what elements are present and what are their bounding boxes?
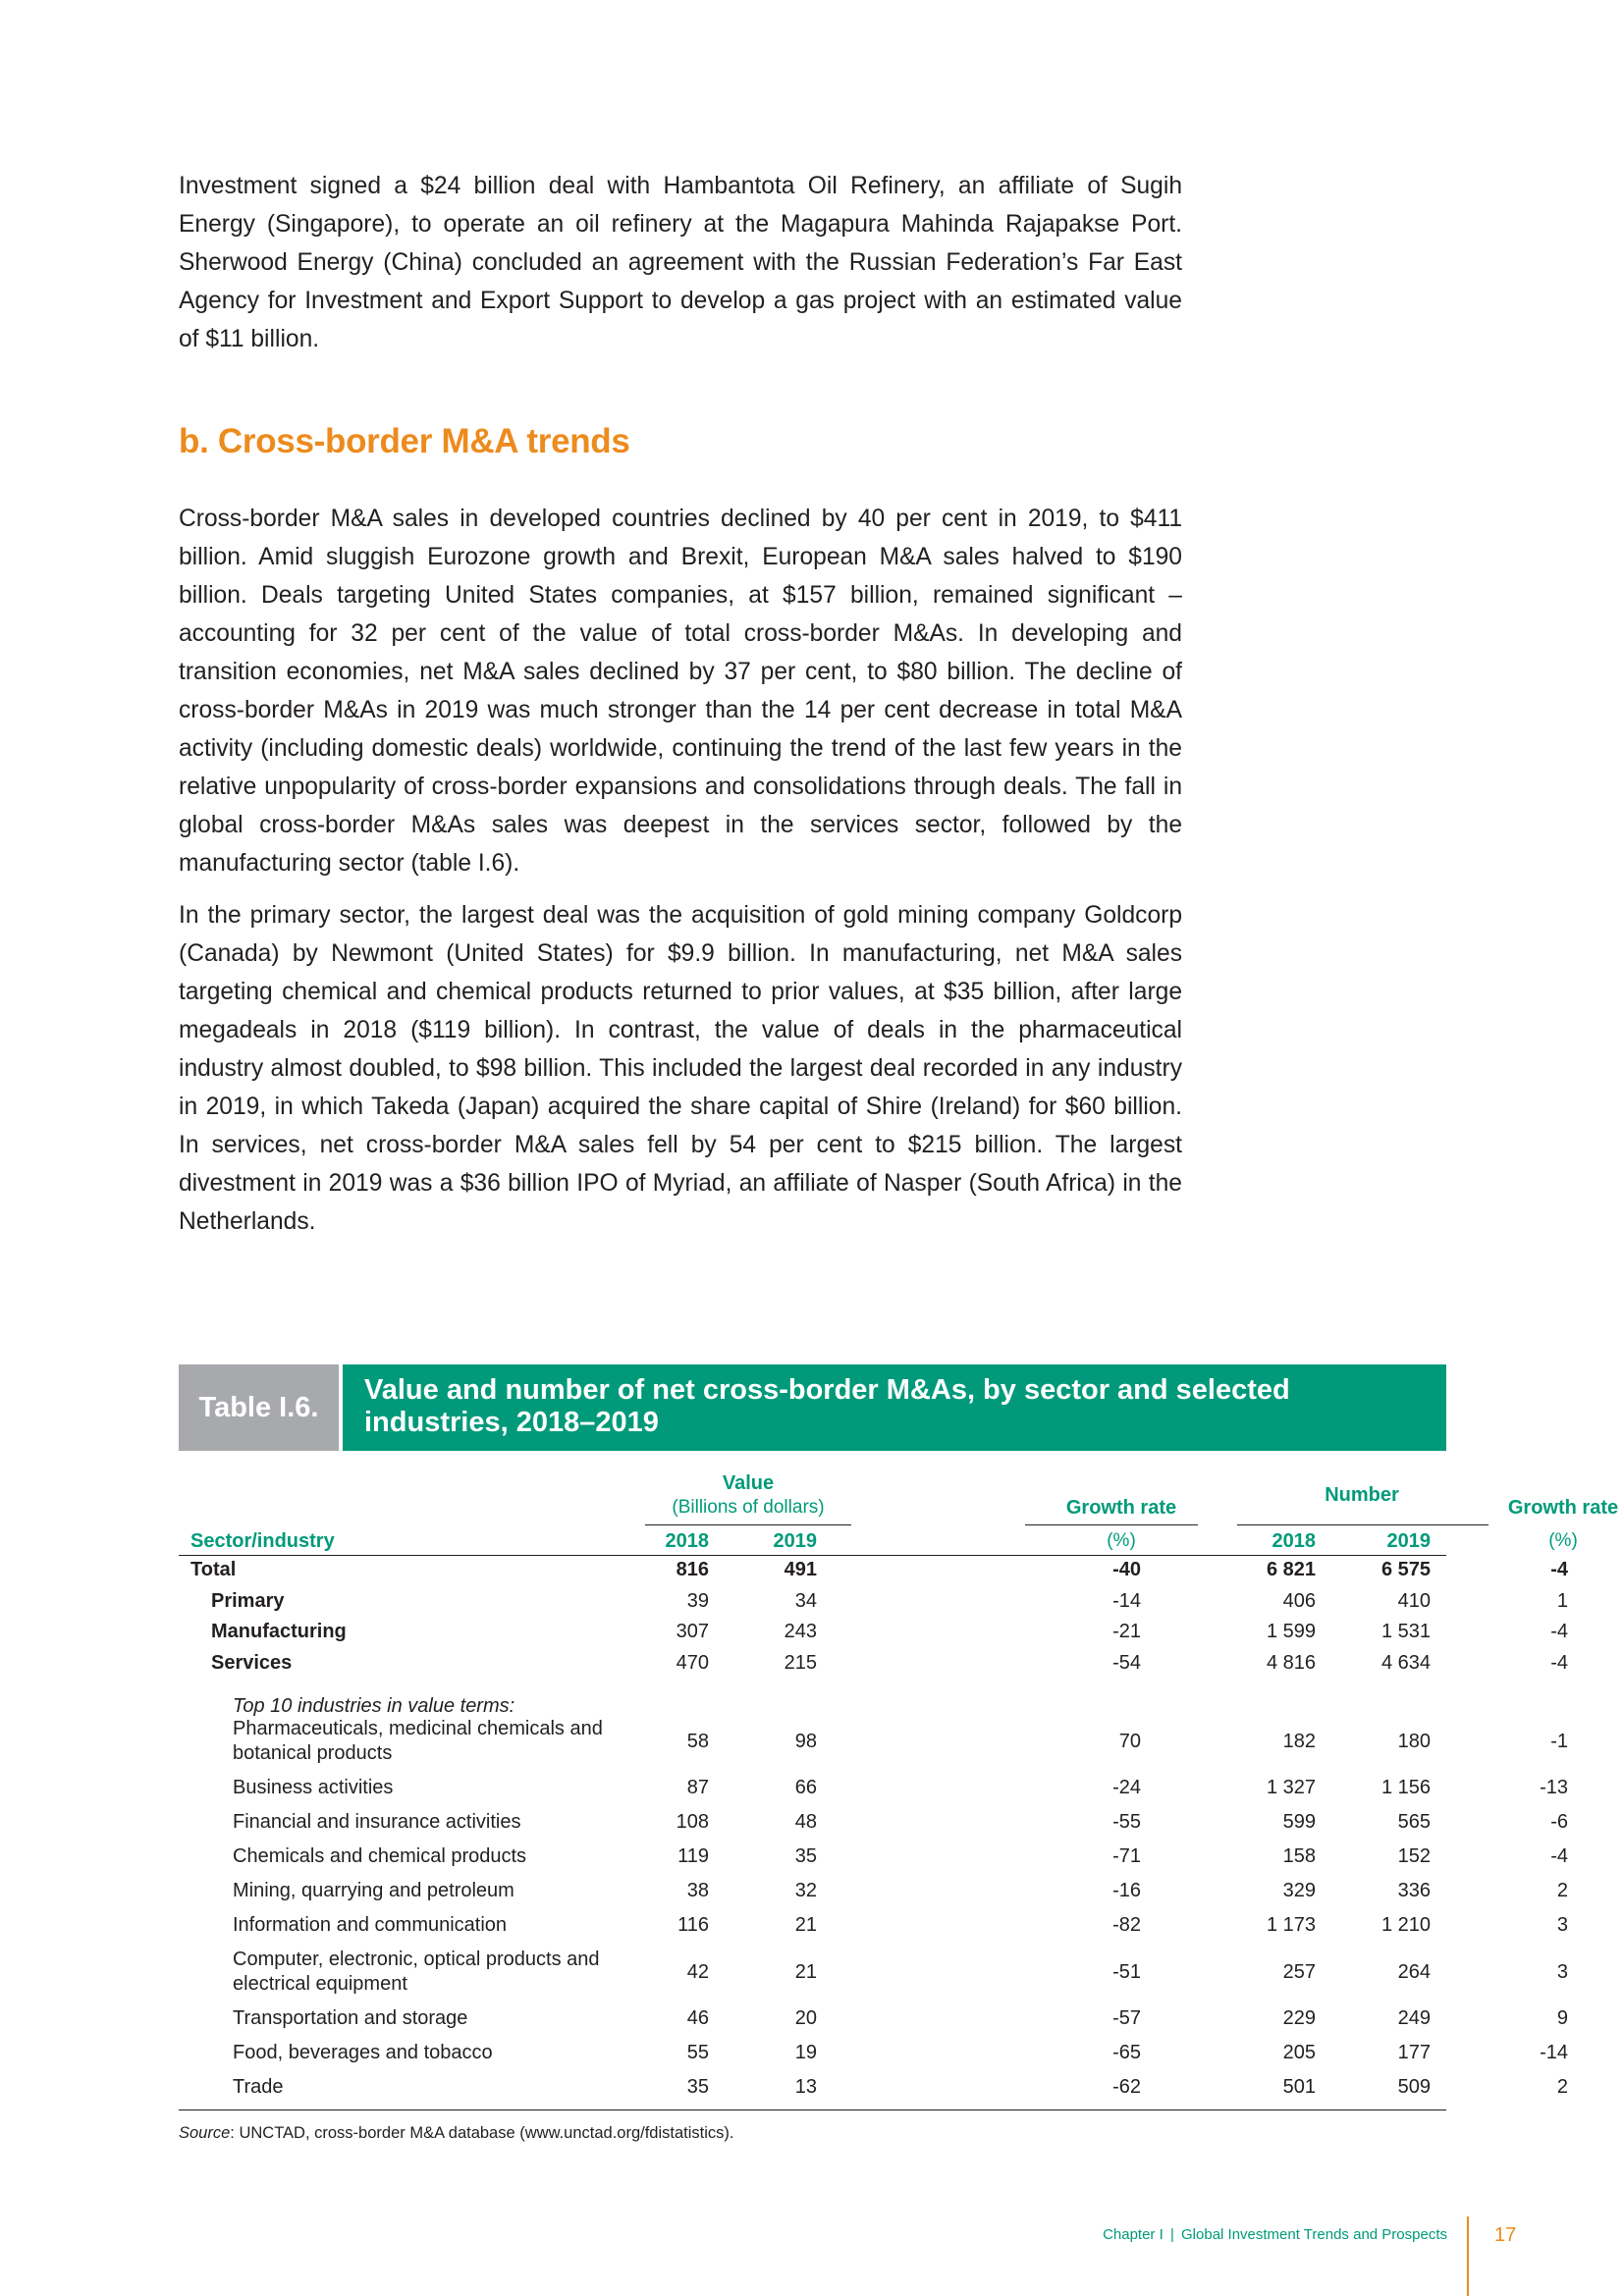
- cell-number-2018: 599: [1282, 1811, 1316, 1833]
- cell-value-2018: 39: [686, 1590, 709, 1612]
- row-label: Information and communication: [233, 1914, 508, 1936]
- row-label: Chemicals and chemical products: [233, 1845, 527, 1867]
- cell-number-2019: 4 634: [1380, 1652, 1431, 1674]
- row-label: Financial and insurance activities: [233, 1811, 521, 1833]
- header-bottom-rule: [179, 1555, 1446, 1556]
- cell-value-2019: 215: [784, 1652, 817, 1674]
- cell-number-2018: 329: [1282, 1880, 1316, 1901]
- row-label: Trade: [233, 2076, 284, 2098]
- cell-number-2019: 1 210: [1380, 1914, 1431, 1936]
- cell-value-2019: 21: [794, 1961, 817, 1983]
- cell-value-growth: -62: [1112, 2076, 1141, 2098]
- cell-number-2018: 229: [1282, 2007, 1316, 2029]
- cell-number-growth: -14: [1540, 2042, 1568, 2063]
- cell-number-2019: 1 156: [1380, 1777, 1431, 1798]
- row-label: botanical products: [233, 1742, 393, 1764]
- cell-value-2018: 42: [686, 1961, 709, 1983]
- cell-value-2019: 34: [794, 1590, 817, 1612]
- cell-number-growth: -4: [1550, 1621, 1568, 1642]
- row-label: Computer, electronic, optical products and: [233, 1949, 600, 1970]
- value-group-header: Value: [722, 1472, 775, 1494]
- row-label: Transportation and storage: [233, 2007, 468, 2029]
- cell-number-2019: 410: [1397, 1590, 1431, 1612]
- number-growth-header: Growth rate: [1507, 1497, 1619, 1519]
- cell-value-2019: 21: [794, 1914, 817, 1936]
- cell-value-2019: 20: [794, 2007, 817, 2029]
- cell-number-growth: 9: [1556, 2007, 1568, 2029]
- cell-number-2019: 565: [1397, 1811, 1431, 1833]
- cell-number-2018: 1 327: [1266, 1777, 1316, 1798]
- number-2018-header: 2018: [1272, 1530, 1316, 1552]
- cell-number-2018: 158: [1282, 1845, 1316, 1867]
- cell-number-2019: 152: [1397, 1845, 1431, 1867]
- top10-label: Top 10 industries in value terms:: [233, 1695, 515, 1717]
- ma-trends-paragraph-1: Cross-border M&A sales in developed countries declined by 40 per cent in 2019, to $411 billion. Amid sluggish Eurozone growth and Brexit, European M&A sales halved to $190 billion. Deals targeting United States companies, at $157 billion, remained significant – accounting for 32 per cent of the value of total cross-border M&As. In developing and transition economies, net M&A sales declined by 37 per cent, to $80 billion. The decline of cross-border M&As in 2019 was much stronger than the 14 per cent decrease in total M&A activity (including domestic deals) worldwide, continuing the trend of the last few years in the relative unpopularity of cross-border expansions and consolidations through deals. The fall in global cross-border M&As sales was deepest in the services sector, followed by the manufacturing sector (table I.6).: [179, 506, 1182, 877]
- row-label: Mining, quarrying and petroleum: [233, 1880, 514, 1901]
- table-label: Table I.6.: [179, 1364, 339, 1451]
- table-bottom-rule: [179, 2109, 1446, 2110]
- cell-value-2018: 119: [677, 1845, 709, 1867]
- row-label: Manufacturing: [211, 1621, 347, 1642]
- cell-value-2019: 66: [794, 1777, 817, 1798]
- cell-value-2019: 19: [794, 2042, 817, 2063]
- value-group-rule: [645, 1524, 851, 1525]
- cell-value-growth: -24: [1112, 1777, 1141, 1798]
- cell-value-growth: -51: [1112, 1961, 1141, 1983]
- cell-number-2019: 6 575: [1380, 1559, 1431, 1580]
- cell-number-growth: 3: [1556, 1914, 1568, 1936]
- cell-number-2019: 336: [1397, 1880, 1431, 1901]
- cell-number-2018: 406: [1282, 1590, 1316, 1612]
- cell-value-growth: -71: [1112, 1845, 1141, 1867]
- cell-number-growth: -1: [1550, 1731, 1568, 1752]
- cell-number-2018: 205: [1282, 2042, 1316, 2063]
- cell-value-growth: -40: [1112, 1559, 1141, 1580]
- cell-number-growth: 2: [1556, 2076, 1568, 2098]
- row-label: Business activities: [233, 1777, 394, 1798]
- value-growth-unit: (%): [1107, 1530, 1136, 1551]
- cell-number-2019: 180: [1397, 1731, 1431, 1752]
- cell-value-growth: -21: [1112, 1621, 1141, 1642]
- footer-chapter: Chapter I | Global Investment Trends and Prospects: [1103, 2226, 1447, 2243]
- cell-number-growth: -6: [1550, 1811, 1568, 1833]
- cell-value-2018: 307: [676, 1621, 709, 1642]
- cell-number-2019: 177: [1397, 2042, 1431, 2063]
- cell-number-2018: 501: [1282, 2076, 1316, 2098]
- cell-value-2018: 470: [676, 1652, 709, 1674]
- page-number: 17: [1494, 2224, 1517, 2246]
- cell-value-growth: 70: [1118, 1731, 1141, 1752]
- cell-value-growth: -55: [1112, 1811, 1141, 1833]
- row-label: Primary: [211, 1590, 285, 1612]
- row-label: Pharmaceuticals, medicinal chemicals and: [233, 1718, 603, 1739]
- cell-number-2018: 182: [1282, 1731, 1316, 1752]
- cell-value-growth: -82: [1112, 1914, 1141, 1936]
- cell-value-2019: 13: [794, 2076, 817, 2098]
- intro-paragraph: Investment signed a $24 billion deal with Hambantota Oil Refinery, an affiliate of Sugih Energy (Singapore), to operate an oil refinery at the Magapura Mahinda Rajapakse Port. Sherwood Energy (China) concluded an agreement with the Russian Federation’s Far East Agency for Investment and Export Support to develop a gas project with an estimated value of $11 billion.: [179, 173, 1182, 352]
- cell-value-growth: -57: [1112, 2007, 1141, 2029]
- number-group-header: Number: [1325, 1484, 1399, 1506]
- cell-value-2019: 32: [794, 1880, 817, 1901]
- source-label: Source: [179, 2124, 231, 2142]
- cell-number-growth: -13: [1540, 1777, 1568, 1798]
- cell-number-2018: 1 173: [1266, 1914, 1316, 1936]
- cell-value-2018: 46: [686, 2007, 709, 2029]
- number-group-rule: [1237, 1524, 1489, 1525]
- ma-trends-paragraph-2: In the primary sector, the largest deal was the acquisition of gold mining company Goldcorp (Canada) by Newmont (United States) for $9.9 billion. In manufacturing, net M&A sales targeting chemical and chemical products returned to prior values, at $35 billion, after large megadeals in 2018 ($119 billion). In contrast, the value of deals in the pharmaceutical industry almost doubled, to $98 billion. This included the largest deal recorded in any industry in 2019, in which Takeda (Japan) acquired the share capital of Shire (Ireland) for $60 billion. In services, net cross-border M&A sales fell by 54 per cent to $215 billion. The largest divestment in 2019 was a $36 billion IPO of Myriad, an affiliate of Nasper (South Africa) in the Netherlands.: [179, 902, 1182, 1235]
- cell-number-2019: 509: [1397, 2076, 1431, 2098]
- cell-number-growth: -4: [1550, 1559, 1568, 1580]
- ma-table: [179, 1453, 1619, 2110]
- cell-number-2018: 6 821: [1266, 1559, 1316, 1580]
- row-label: Services: [211, 1652, 293, 1674]
- cell-number-growth: -4: [1550, 1652, 1568, 1674]
- cell-value-2018: 38: [686, 1880, 709, 1901]
- value-unit-header: (Billions of dollars): [672, 1497, 825, 1518]
- cell-value-growth: -65: [1112, 2042, 1141, 2063]
- value-2018-header: 2018: [665, 1530, 709, 1552]
- cell-value-2019: 35: [794, 1845, 817, 1867]
- cell-number-growth: 3: [1556, 1961, 1568, 1983]
- cell-value-growth: -16: [1112, 1880, 1141, 1901]
- cell-value-2019: 48: [794, 1811, 817, 1833]
- value-growth-header: Growth rate: [1065, 1497, 1177, 1519]
- table-title: Value and number of net cross-border M&As, by sector and selected industries, 2018–2019: [343, 1364, 1446, 1451]
- cell-value-2018: 108: [676, 1811, 709, 1833]
- footer-chapter-number: Chapter I: [1103, 2226, 1164, 2243]
- cell-number-2018: 4 816: [1266, 1652, 1316, 1674]
- cell-number-2018: 1 599: [1266, 1621, 1316, 1642]
- cell-value-2018: 55: [686, 2042, 709, 2063]
- cell-number-2019: 249: [1397, 2007, 1431, 2029]
- row-label: Food, beverages and tobacco: [233, 2042, 493, 2063]
- footer-divider: [1467, 2216, 1469, 2296]
- value-2019-header: 2019: [773, 1530, 817, 1552]
- row-label: electrical equipment: [233, 1973, 407, 1995]
- cell-number-2018: 257: [1282, 1961, 1316, 1983]
- cell-value-growth: -54: [1112, 1652, 1141, 1674]
- cell-number-2019: 1 531: [1380, 1621, 1431, 1642]
- number-2019-header: 2019: [1386, 1530, 1431, 1552]
- cell-value-2018: 816: [676, 1559, 709, 1580]
- cell-value-2019: 491: [784, 1559, 817, 1580]
- cell-number-2019: 264: [1397, 1961, 1431, 1983]
- table-source: [179, 2124, 733, 2143]
- cell-value-2018: 87: [686, 1777, 709, 1798]
- cell-value-2018: 116: [677, 1914, 709, 1936]
- sector-column-header: Sector/industry: [190, 1530, 335, 1552]
- number-growth-unit: (%): [1548, 1530, 1578, 1551]
- cell-number-growth: 1: [1556, 1590, 1568, 1612]
- value-growth-rule: [1025, 1524, 1198, 1525]
- cell-value-2019: 243: [784, 1621, 817, 1642]
- source-text: : UNCTAD, cross-border M&A database (www.unctad.org/fdistatistics).: [230, 2124, 734, 2142]
- footer-chapter-title: Global Investment Trends and Prospects: [1181, 2226, 1447, 2243]
- section-heading: b. Cross-border M&A trends: [179, 422, 630, 460]
- cell-value-2018: 58: [686, 1731, 709, 1752]
- cell-number-growth: -4: [1550, 1845, 1568, 1867]
- cell-value-2019: 98: [794, 1731, 817, 1752]
- cell-value-growth: -14: [1112, 1590, 1141, 1612]
- row-label: Total: [190, 1559, 237, 1580]
- cell-value-2018: 35: [686, 2076, 709, 2098]
- cell-number-growth: 2: [1556, 1880, 1568, 1901]
